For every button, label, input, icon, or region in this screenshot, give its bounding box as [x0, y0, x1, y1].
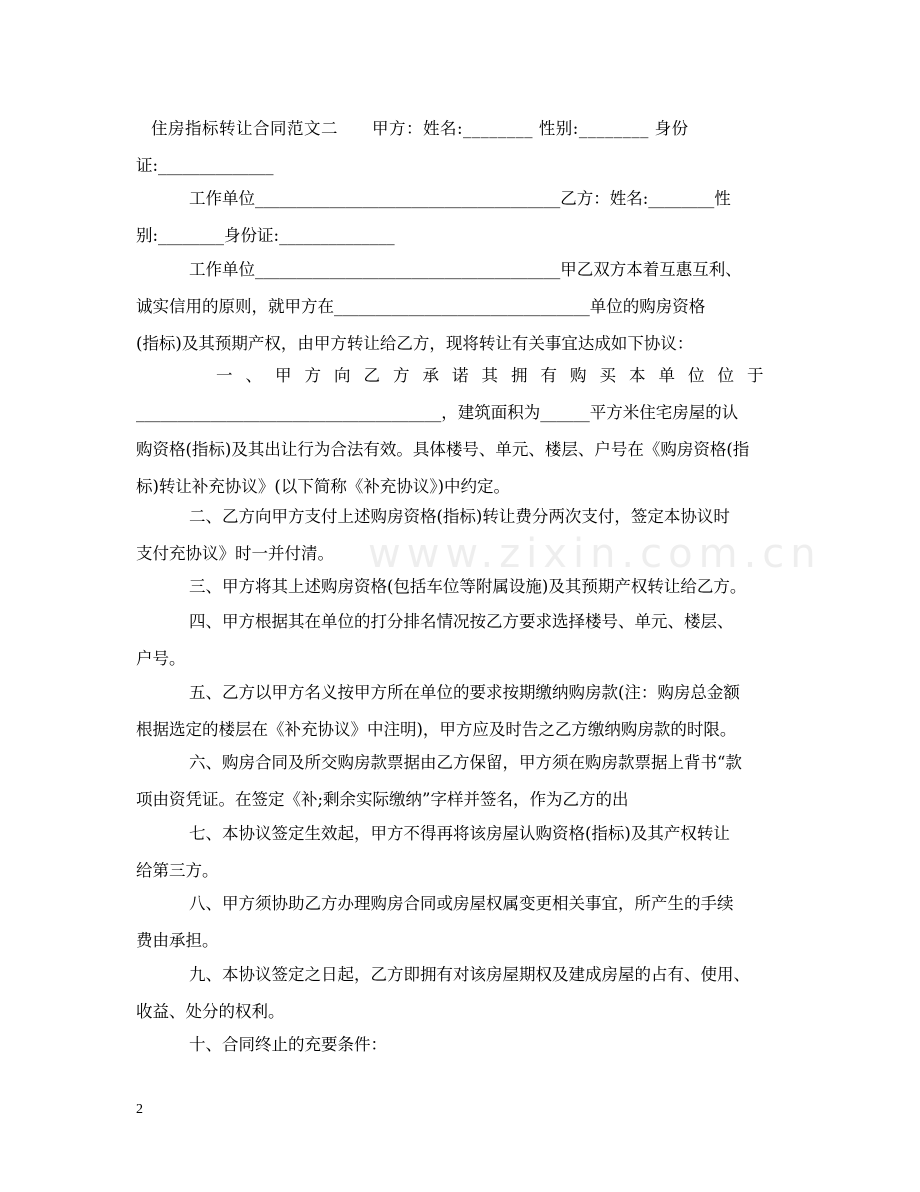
- line: 二、乙方向甲方支付上述购房资格(指标)转让费分两次支付，签定本协议时: [189, 507, 730, 526]
- line: 工作单位_____________________________________乙方：姓名:________性: [189, 189, 731, 208]
- page-number: 2: [136, 1102, 143, 1117]
- paragraph-work-unit-party-b: [136, 180, 786, 254]
- paragraph-title-party-a: [136, 110, 786, 184]
- clause-10: [136, 1026, 786, 1063]
- line: 一、甲方向乙方承诺其拥有购买本单位位于: [216, 366, 777, 385]
- line: 证:______________: [136, 156, 274, 175]
- line: 费由承担。: [136, 931, 219, 950]
- clause-2: [136, 498, 786, 572]
- line: 住房指标转让合同范文二 甲方：姓名:________ 性别:________ 身份: [151, 119, 689, 138]
- paragraph-preamble: [136, 251, 786, 362]
- line: 户号。: [136, 649, 186, 668]
- clause-1: [136, 357, 786, 505]
- clause-5: [136, 674, 786, 748]
- line: 十、合同终止的充要条件：: [189, 1035, 387, 1054]
- line: 工作单位_____________________________________甲乙双方本着互惠互利、: [189, 260, 742, 279]
- line: 别:________身份证:______________: [136, 226, 395, 245]
- line: 七、本协议签定生效起，甲方不得再将该房屋认购资格(指标)及其产权转让: [189, 824, 730, 843]
- line: 三、甲方将其上述购房资格(包括车位等附属设施)及其预期产权转让给乙方。: [189, 577, 747, 596]
- watermark: www.zixin.com.cn: [368, 531, 822, 577]
- line: 购资格(指标)及其出让行为合法有效。具体楼号、单元、楼层、户号在《购房资格(指: [136, 440, 750, 459]
- line: 诚实信用的原则，就甲方在_______________________________单位的购房资格: [136, 297, 706, 316]
- clause-6: [136, 744, 786, 818]
- clause-8: [136, 885, 786, 959]
- line: 根据选定的楼层在《补充协议》中注明)，甲方应及时告之乙方缴纳购房款的时限。: [136, 720, 737, 739]
- line: 标)转让补充协议》(以下简称《补充协议》)中约定。: [136, 477, 511, 496]
- line: 五、乙方以甲方名义按甲方所在单位的要求按期缴纳购房款(注：购房总金额: [189, 683, 740, 702]
- clause-4: [136, 603, 786, 677]
- line: 六、购房合同及所交购房款票据由乙方保留，甲方须在购房款票据上背书“款: [189, 753, 742, 772]
- line: 项由资凭证。在签定《补;剩余实际缴纳”字样并签名，作为乙方的出: [136, 790, 629, 809]
- line: 八、甲方须协助乙方办理购房合同或房屋权属变更相关事宜，所产生的手续: [189, 894, 734, 913]
- line: 四、甲方根据其在单位的打分排名情况按乙方要求选择楼号、单元、楼层、: [189, 612, 734, 631]
- clause-9: [136, 956, 786, 1030]
- line: 收益、处分的权利。: [136, 1002, 285, 1021]
- line: 给第三方。: [136, 861, 219, 880]
- line: 支付充协议》时一并付清。: [136, 544, 334, 563]
- line: (指标)及其预期产权，由甲方转让给乙方，现将转让有关事宜达成如下协议：: [136, 334, 694, 353]
- clause-7: [136, 815, 786, 889]
- clause-3: [136, 568, 786, 605]
- line: _____________________________________，建筑面积为______平方米住宅房屋的认: [136, 403, 739, 422]
- line: 九、本协议签定之日起，乙方即拥有对该房屋期权及建成房屋的占有、使用、: [189, 965, 750, 984]
